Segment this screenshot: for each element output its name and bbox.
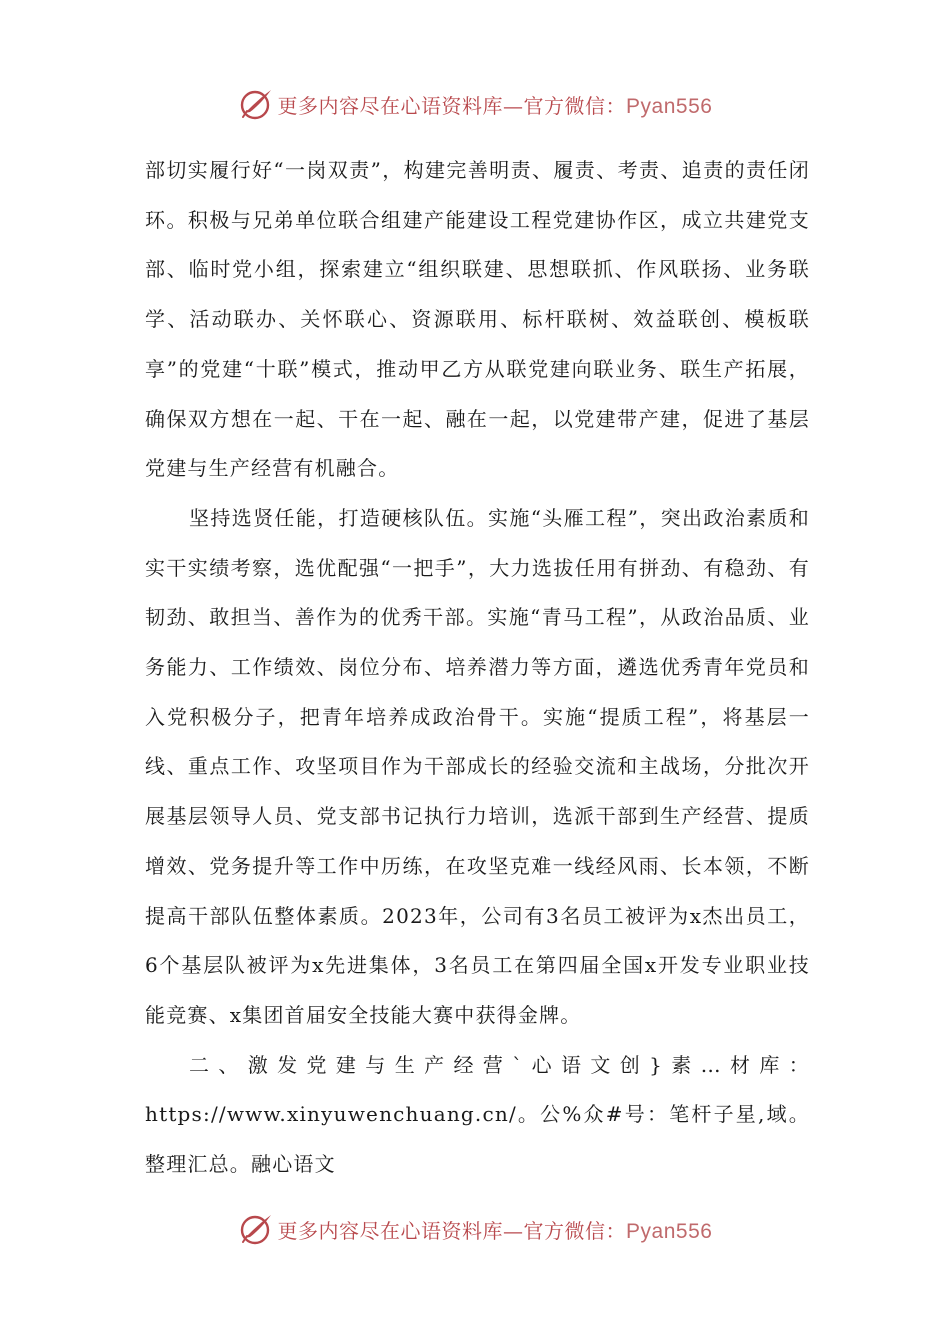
- quill-logo-icon: [238, 1211, 274, 1247]
- paragraph-3: 二、激发党建与生产经营`心语文创}素…材库：https://www.xinyuwenchuang.cn/。公%众#号：笔杆子星,域。整理汇总。融心语文: [145, 1052, 810, 1177]
- banner-text: 更多内容尽在心语资料库—官方微信：Pyan556: [277, 93, 713, 118]
- document-body: [145, 146, 810, 1190]
- wechat-id: Pyan556: [626, 1219, 713, 1243]
- quill-logo-icon: [238, 86, 274, 122]
- wechat-id: Pyan556: [626, 94, 713, 118]
- header-watermark-banner: [0, 84, 950, 124]
- paragraph-2: 坚持选贤任能，打造硬核队伍。实施“头雁工程”，突出政治素质和实干实绩考察，选优配强“一把手”，大力选拔任用有拼劲、有稳劲、有韧劲、敢担当、善作为的优秀干部。实施“青马工程”，从政治品质、业务能力、工作绩效、岗位分布、培养潜力等方面，遴选优秀青年党员和入党积极分子，把青年培养成政治骨干。实施“提质工程”，将基层一线、重点工作、攻坚项目作为干部成长的经验交流和主战场，分批次开展基层领导人员、党支部书记执行力培训，选派干部到生产经营、提质增效、党务提升等工作中历练，在攻坚克难一线经风雨、长本领，不断提高干部队伍整体素质。2023年，公司有3名员工被评为x杰出员工，6个基层队被评为x先进集体，3名员工在第四届全国x开发专业职业技能竞赛、x集团首届安全技能大赛中获得金牌。: [145, 505, 810, 1027]
- paragraph-1: 部切实履行好“一岗双责”，构建完善明责、履责、考责、追责的责任闭环。积极与兄弟单位联合组建产能建设工程党建协作区，成立共建党支部、临时党小组，探索建立“组织联建、思想联抓、作风联扬、业务联学、活动联办、关怀联心、资源联用、标杆联树、效益联创、模板联享”的党建“十联”模式，推动甲乙方从联党建向联业务、联生产拓展，确保双方想在一起、干在一起、融在一起，以党建带产建，促进了基层党建与生产经营有机融合。: [145, 158, 810, 481]
- banner-text: 更多内容尽在心语资料库—官方微信：Pyan556: [277, 1218, 713, 1243]
- footer-watermark-banner: [0, 1209, 950, 1249]
